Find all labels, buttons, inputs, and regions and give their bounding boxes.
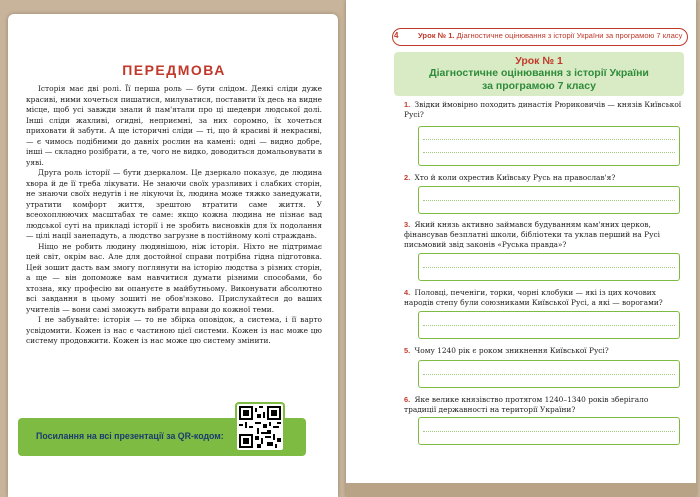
question-number: 3. [404,220,411,229]
answer-field-6[interactable] [418,417,680,445]
question-number: 2. [404,173,411,182]
preface-paragraph: І не забувайте: історія — то не збірка оповідок, а система, і її варто усвідомити. Кожен із нас є частиною цієї системи. Кожен із нас може цю систему продовжити. Кожен із нас може цю систему змінити. [26,315,322,345]
question-number: 1. [404,100,411,109]
header-text [418,31,682,40]
question-text: Половці, печеніги, торки, чорні клобуки — які із цих кочових народів степу були союзниками Київської Русі, а які — ворогами? [404,288,663,307]
question-4 [404,288,682,308]
question-3 [404,220,682,250]
question-6 [404,395,682,415]
header-description: Діагностичне оцінювання з історії України за програмою 7 класу [456,31,683,40]
answer-field-2[interactable] [418,186,680,214]
question-2 [404,173,682,183]
preface-title: ПЕРЕДМОВА [122,62,226,78]
question-number: 5. [404,346,411,355]
question-text: Який князь активно займався будуванням кам'яних церков, фінансував безплатні школи, бібліотеки та уклав перший на Русі письмовий звід законів «Руська правда»? [404,220,660,249]
preface-paragraph: Ніщо не робить людину людянішою, ніж історія. Ніхто не підтримає цей світ, окрім вас. Але для достойної справи потрібна гідна підготовка. Цей зошит дасть вам змогу поглянути на історію людства з різних сторін, а ще — він допоможе вам навчитися думати різними способами, бо хтозна, яку професію ви опануєте в майбутньому. Виконувати абсолютно всі завдання в цьому зошиті не обов'язково. Прислухайтеся до ваших учителів — вони самі зможуть вибрати вправи до кожної теми. [26,241,322,314]
preface-paragraph: Історія має дві ролі. Її перша роль — бути слідом. Деякі сліди дуже красиві, ними хочеться пишатися, милуватися, поставити їх десь на видне місце, щоб усі завжди знали й пам'ятали про ці шедеври людської долі. Інші сліди жахливі, огидні, неприємні, за них соромно, їх хочеться приховати й забути. А ще історичні сліди — ті, що й красиві й некрасиві, — є чимось подібними до давніх рослин на камені: одні — видно добре, інші — складно розібрати, а те, чого не видко, доводиться домальовувати в уяві. [26,84,322,167]
answer-field-3[interactable] [418,253,680,281]
lesson-title: Урок № 1 [515,55,563,67]
lesson-heading [394,52,684,96]
lesson-subtitle: Діагностичне оцінювання з історії України [429,67,649,79]
question-text: Чому 1240 рік є роком зникнення Київської Русі? [414,346,609,355]
qr-label: Посилання на всі презентації за QR-кодом: [36,431,224,441]
page-number: 4 [394,31,399,40]
question-text: Звідки ймовірно походить династія Рюриковичів — князів Київської Русі? [404,100,682,119]
question-5 [404,346,682,356]
preface-paragraph: Друга роль історії — бути дзеркалом. Це дзеркало показує, де людина хвора й де її треба лікувати. Не знаючи своїх уразливих і слабких сторін, не знаючи своїх недугів і не лікуючи їх, людина може тяжко занедужати, утратити комфорт життя, зрештою втратити саме життя. У всеохоплюючих масштабах те саме: якщо кожна людина не пізнає вад людської суті на прикладі історії і не зробить висновків для їх подолання — цілі нації занепадуть, а людство загрузне в постійному колі страждань. [26,168,322,240]
lesson-subtitle: за програмою 7 класу [482,80,596,92]
answer-field-1[interactable] [418,126,680,166]
answer-field-5[interactable] [418,360,680,388]
preface-body [26,84,322,347]
question-number: 4. [404,288,411,297]
left-page [8,14,338,497]
qr-code-icon[interactable] [235,402,285,452]
question-number: 6. [404,395,411,404]
question-1 [404,100,682,120]
header-lesson: Урок № 1. [418,31,455,40]
right-page [346,0,696,497]
question-text: Яке велике князівство протягом 1240–1340 років зберігало традиції державності на території України? [404,395,649,414]
question-text: Хто й коли охрестив Київську Русь на православ'я? [414,173,616,182]
page-bottom-edge [346,483,696,497]
answer-field-4[interactable] [418,311,680,339]
